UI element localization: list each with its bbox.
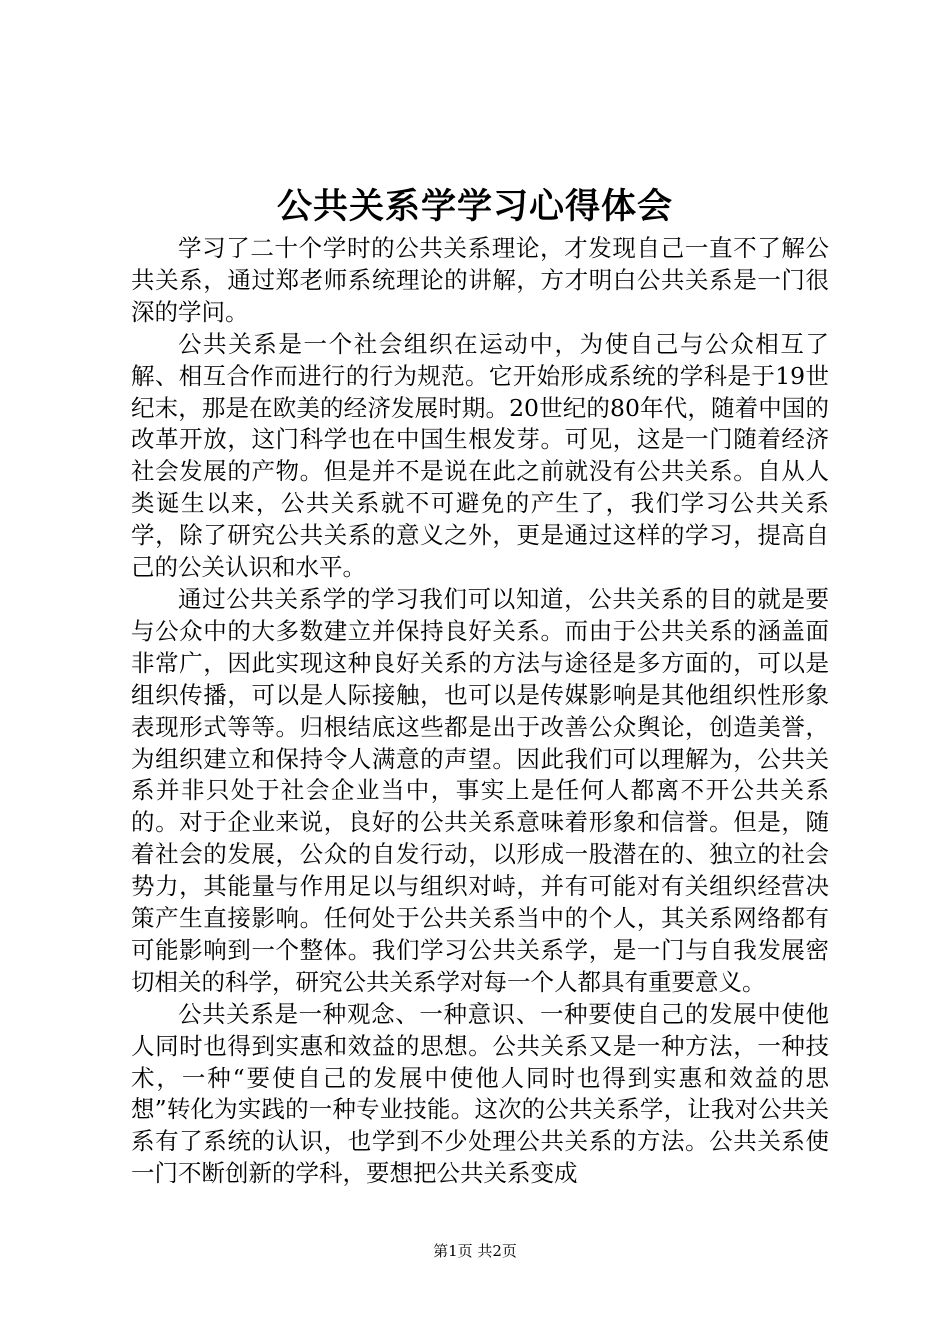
page-footer: 第1页 共2页: [433, 1242, 517, 1260]
paragraph-1: 学习了二十个学时的公共关系理论，才发现自己一直不了解公共关系，通过郑老师系统理论的讲解，方才明白公共关系是一门很深的学问。: [131, 234, 829, 326]
paragraph-4: 公共关系是一种观念、一种意识、一种要使自己的发展中使他人同时也得到实惠和效益的思想。公共关系又是一种方法，一种技术，一种“要使自己的发展中使他人同时也得到实惠和效益的思想”转化为实践的一种专业技能。这次的公共关系学，让我对公共关系有了系统的认识，也学到不少处理公共关系的方法。公共关系使一门不断创新的学科，要想把公共关系变成: [131, 999, 829, 1188]
paragraph-3: 通过公共关系学的学习我们可以知道，公共关系的目的就是要与公众中的大多数建立并保持良好关系。而由于公共关系的涵盖面非常广，因此实现这种良好关系的方法与途径是多方面的，可以是组织传播，可以是人际接触，也可以是传媒影响是其他组织性形象表现形式等等。归根结底这些都是出于改善公众舆论，创造美誉，为组织建立和保持令人满意的声望。因此我们可以理解为，公共关系并非只处于社会企业当中，事实上是任何人都离不开公共关系的。对于企业来说，良好的公共关系意味着形象和信誉。但是，随着社会的发展，公众的自发行动，以形成一股潜在的、独立的社会势力，其能量与作用足以与组织对峙，并有可能对有关组织经营决策产生直接影响。任何处于公共关系当中的个人，其关系网络都有可能影响到一个整体。我们学习公共关系学，是一门与自我发展密切相关的科学，研究公共关系学对每一个人都具有重要意义。: [131, 584, 829, 996]
document-body: [131, 233, 829, 1190]
document-title: 公共关系学学习心得体会: [276, 186, 673, 227]
paragraph-2: 公共关系是一个社会组织在运动中，为使自己与公众相互了解、相互合作而进行的行为规范。它开始形成系统的学科是于19世纪末，那是在欧美的经济发展时期。20世纪的80年代，随着中国的改革开放，这门科学也在中国生根发芽。可见，这是一门随着经济社会发展的产物。但是并不是说在此之前就没有公共关系。自从人类诞生以来，公共关系就不可避免的产生了，我们学习公共关系学，除了研究公共关系的意义之外，更是通过这样的学习，提高自己的公关认识和水平。: [131, 329, 829, 582]
